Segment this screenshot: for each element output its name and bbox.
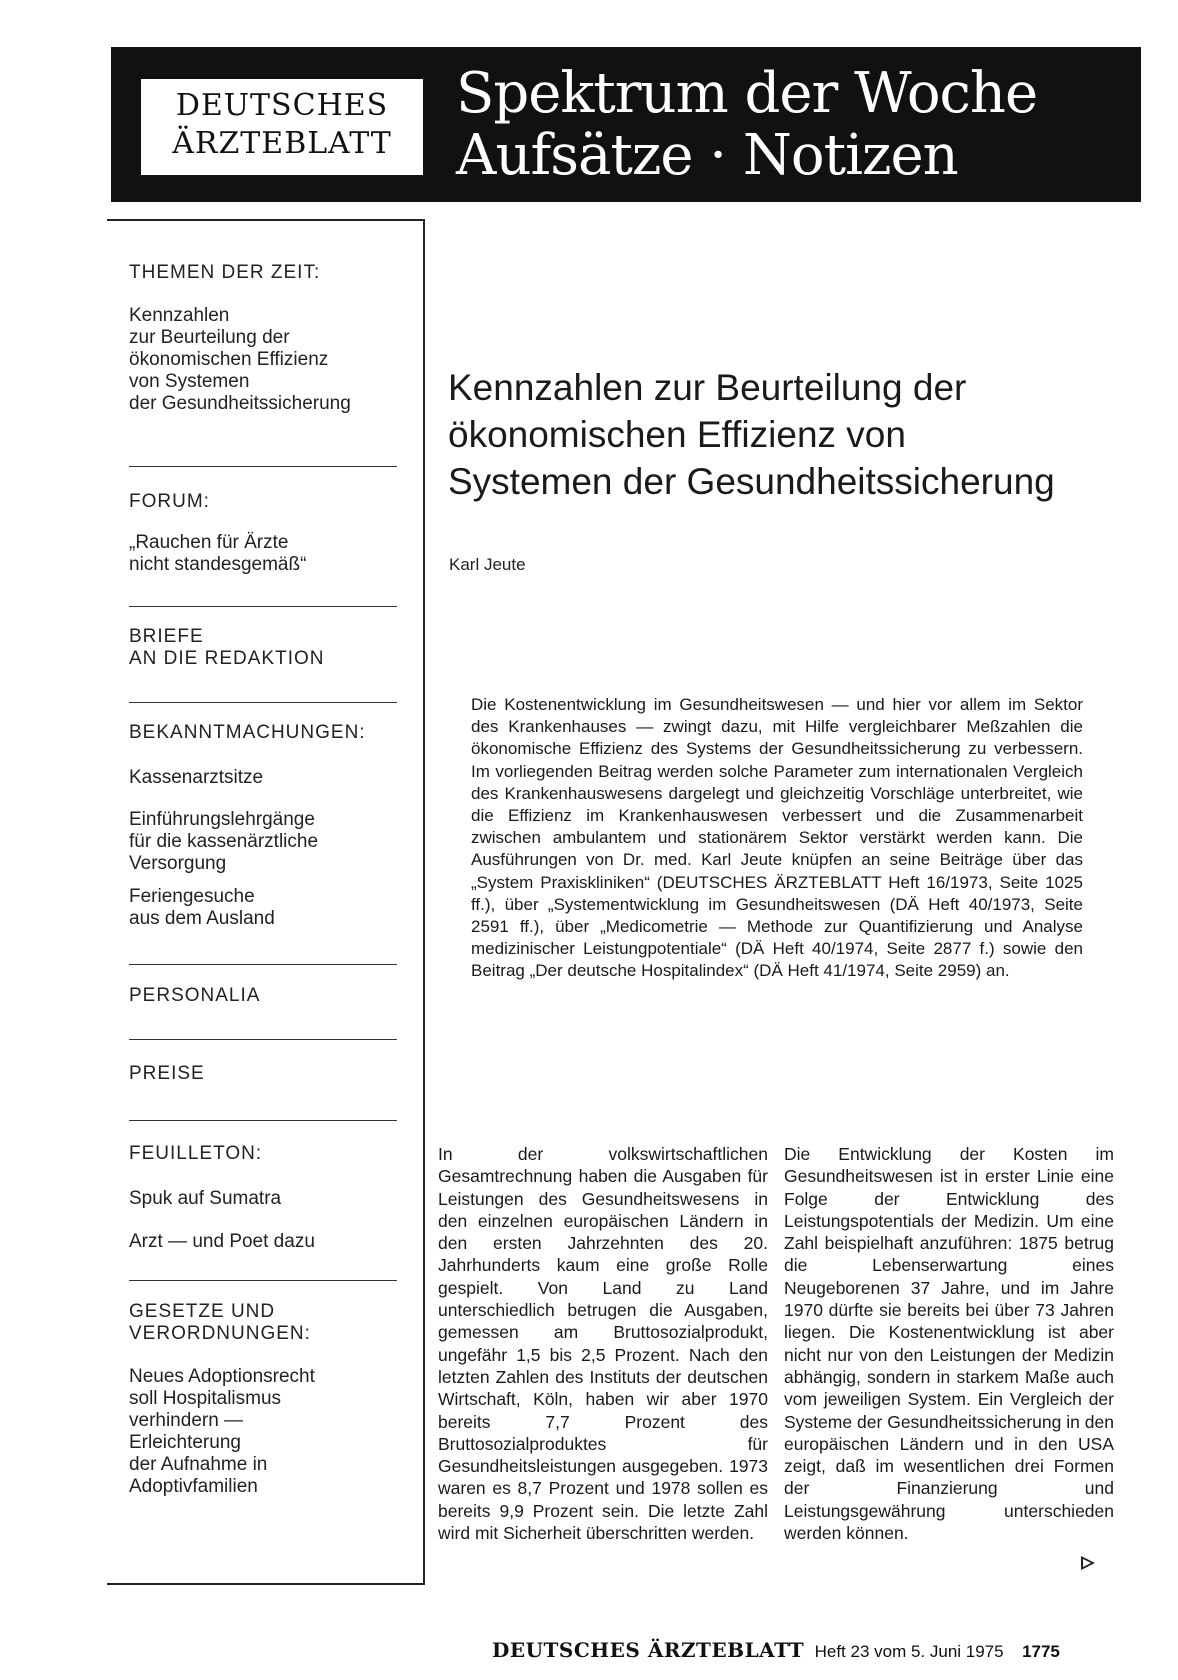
- page-footer: [492, 1638, 1060, 1662]
- toc-divider: [129, 1120, 397, 1121]
- toc-feuilleton: [129, 1143, 419, 1165]
- body-column-1: In der volkswirtschaftlichen Gesamtrechnung haben die Ausgaben für Leistungen des Gesundheitswesens in den einzelnen europäischen Ländern in den ersten Jahrzehnten des 20. Jahrhunderts kaum eine große Rolle gespielt. Von Land zu Land unterschiedlich betrugen die Ausgaben, gemessen am Bruttosozialprodukt, ungefähr 1,5 bis 2,5 Prozent. Nach den letzten Zahlen des Instituts der deutschen Wirtschaft, Köln, haben wir aber 1970 bereits 7,7 Prozent des Bruttosozialproduktes für Gesundheitsleistungen ausgegeben. 1973 waren es 8,7 Prozent und 1978 sollen es bereits 9,9 Prozent sein. Die letzte Zahl wird mit Sicherheit überschritten werden.: [438, 1144, 768, 1544]
- toc-gesetze: [129, 1301, 419, 1345]
- toc-themen: [129, 262, 419, 284]
- toc-bekanntmachungen: [129, 722, 419, 744]
- toc-personalia: [129, 985, 419, 1007]
- journal-logo: [141, 79, 423, 175]
- toc-themen-heading: THEMEN DER ZEIT:: [129, 262, 321, 283]
- toc-bekannt-item-text: Einführungslehrgänge für die kassenärztliche Versorgung: [129, 809, 319, 874]
- toc-divider: [129, 606, 397, 607]
- article-lead: Die Kostenentwicklung im Gesundheitswesen — und hier vor allem im Sektor des Krankenhauses — zwingt dazu, mit Hilfe vergleichbarer Meßzahlen die ökonomische Effizienz des Systems der Gesundheitssicherung zu verbessern. Im vorliegenden Beitrag werden solche Parameter zum internationalen Vergleich des Krankenhauswesens dargelegt und gleichzeitig Vorschläge unterbreitet, wie die Effizienz im Krankenhauswesen verbessert und die Zusammenarbeit zwischen ambulantem und stationärem Sektor verstärkt werden kann. Die Ausführungen von Dr. med. Karl Jeute knüpfen an seine Beiträge über das „System Praxiskliniken“ (DEUTSCHES ÄRZTEBLATT Heft 16/1973, Seite 1025 ff.), über „Systementwicklung im Gesundheitswesen (DÄ Heft 40/1973, Seite 2591 ff.), über „Medicometrie — Methode zur Quantifizierung und Analyse medizinischer Leistungpotentiale“ (DÄ Heft 40/1974, Seite 2877 f.) sowie den Beitrag „Der deutsche Hospitalindex“ (DÄ Heft 41/1974, Seite 2959) an.: [471, 695, 1083, 981]
- toc-forum-heading: FORUM:: [129, 491, 210, 512]
- toc-gesetze-entry: [129, 1366, 419, 1498]
- footer-brand: DEUTSCHES ÄRZTEBLATT: [492, 1638, 805, 1662]
- toc-forum-text: „Rauchen für Ärzte nicht standesgemäß“: [129, 532, 307, 575]
- toc-forum: [129, 491, 419, 513]
- toc-bekannt-item: [129, 767, 419, 789]
- toc-divider: [129, 1039, 397, 1040]
- logo-line-2: ÄRZTEBLATT: [172, 126, 392, 161]
- section-title: Spektrum der Woche: [456, 61, 1038, 126]
- toc-feuilleton-item: [129, 1188, 419, 1210]
- logo-line-1: DEUTSCHES: [175, 88, 389, 123]
- toc-divider: [129, 1280, 397, 1281]
- article-title: Kennzahlen zur Beurteilung der ökonomischen Effizienz von Systemen der Gesundheitssicherung: [448, 367, 1055, 502]
- toc-bekannt-item-text: Kassenarztsitze: [129, 767, 264, 788]
- contents-sidebar: [107, 219, 425, 1585]
- toc-bekannt-item: [129, 886, 419, 930]
- continue-arrow-icon: [1081, 1556, 1095, 1570]
- toc-divider: [129, 964, 397, 965]
- section-subtitle: Aufsätze · Notizen: [456, 123, 958, 188]
- footer-issue: Heft 23 vom 5. Juni 1975: [814, 1642, 1004, 1661]
- toc-divider: [129, 466, 397, 467]
- toc-personalia-heading: PERSONALIA: [129, 985, 261, 1006]
- toc-bekannt-item-text: Feriengesuche aus dem Ausland: [129, 886, 275, 929]
- page-number: 1775: [1022, 1642, 1060, 1661]
- article-author: Karl Jeute: [449, 555, 526, 574]
- toc-preise-heading: PREISE: [129, 1063, 205, 1084]
- toc-preise: [129, 1063, 419, 1085]
- toc-briefe-heading: BRIEFE AN DIE REDAKTION: [129, 626, 325, 669]
- toc-divider: [129, 702, 397, 703]
- toc-forum-entry: [129, 532, 419, 576]
- toc-feuilleton-item-text: Spuk auf Sumatra: [129, 1188, 282, 1209]
- toc-themen-text: Kennzahlen zur Beurteilung der ökonomischen Effizienz von Systemen der Gesundheitssicherung: [129, 305, 351, 414]
- toc-feuilleton-item-text: Arzt — und Poet dazu: [129, 1231, 315, 1252]
- toc-themen-entry: [129, 305, 419, 415]
- toc-feuilleton-item: [129, 1231, 419, 1253]
- toc-bekanntmachungen-heading: BEKANNTMACHUNGEN:: [129, 722, 366, 743]
- toc-bekannt-item: [129, 809, 419, 875]
- toc-gesetze-text: Neues Adoptionsrecht soll Hospitalismus verhindern — Erleichterung der Aufnahme in Adoptivfamilien: [129, 1366, 315, 1497]
- toc-feuilleton-heading: FEUILLETON:: [129, 1143, 263, 1164]
- body-column-2: Die Entwicklung der Kosten im Gesundheitswesen ist in erster Linie eine Folge der Entwicklung des Leistungspotentials der Medizin. Um eine Zahl beispielhaft anzuführen: 1875 betrug die Lebenserwartung eines Neugeborenen 37 Jahre, und im Jahre 1970 dürfte sie bereits bei über 73 Jahren liegen. Die Kostenentwicklung ist aber nicht nur von den Leistungen der Medizin abhängig, sondern in starkem Maße auch vom jeweiligen System. Ein Vergleich der Systeme der Gesundheitssicherung in den europäischen Ländern und in den USA zeigt, daß im wesentlichen drei Formen der Finanzierung und Leistungsgewährung unterschieden werden können.: [784, 1144, 1114, 1544]
- toc-gesetze-heading: GESETZE UND VERORDNUNGEN:: [129, 1301, 311, 1344]
- masthead: [111, 47, 1141, 202]
- toc-briefe: [129, 626, 419, 670]
